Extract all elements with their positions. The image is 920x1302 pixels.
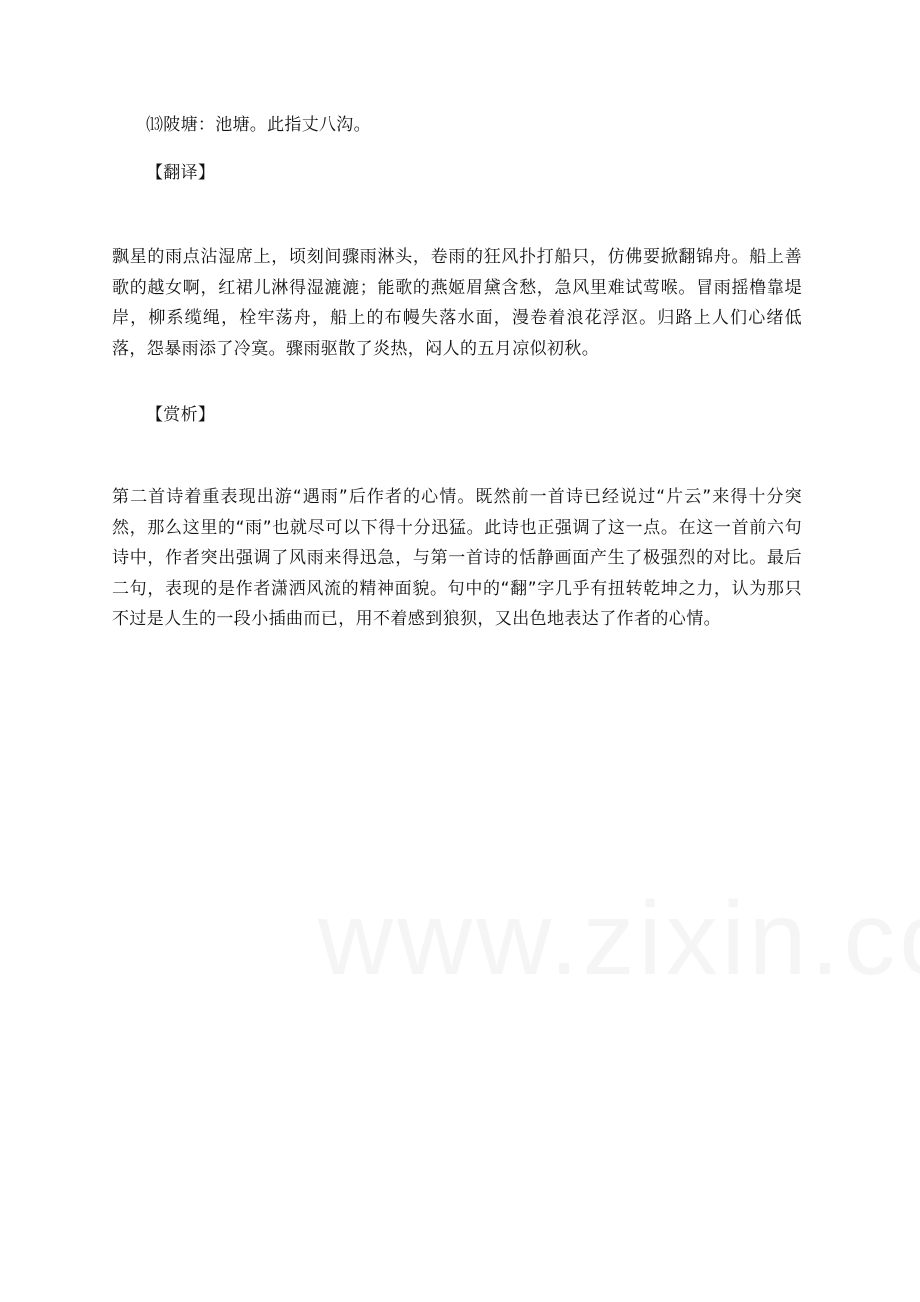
translation-paragraph: 飘星的雨点沾湿席上，顷刻间骤雨淋头，卷雨的狂风扑打船只，仿佛要掀翻锦舟。船上善歌的越女啊，红裙儿淋得湿漉漉；能歌的燕姬眉黛含愁，急风里难试莺喉。冒雨摇橹靠堤岸，柳系缆绳，栓牢荡舟，船上的布幔失落水面，漫卷着浪花浮沤。归路上人们心绪低落，怨暴雨添了冷寞。骤雨驱散了炎热，闷人的五月凉似初秋。 [112, 247, 802, 359]
appreciation-heading: 【赏析】 [146, 405, 216, 425]
appreciation-paragraph: 第二首诗着重表现出游“遇雨”后作者的心情。既然前一首诗已经说过“片云”来得十分突然，那么这里的“雨”也就尽可以下得十分迅猛。此诗也正强调了这一点。在这一首前六句诗中，作者突出强调了风雨来得迅急，与第一首诗的恬静画面产生了极强烈的对比。最后二句，表现的是作者潇洒风流的精神面貌。句中的“翻”字几乎有扭转乾坤之力，认为那只不过是人生的一段小插曲而已，用不着感到狼狈，又出色地表达了作者的心情。 [112, 487, 802, 629]
footnote-13: ⒀陂塘：池塘。此指丈八沟。 [146, 115, 371, 135]
watermark [318, 880, 920, 999]
translation-heading: 【翻译】 [146, 163, 216, 183]
